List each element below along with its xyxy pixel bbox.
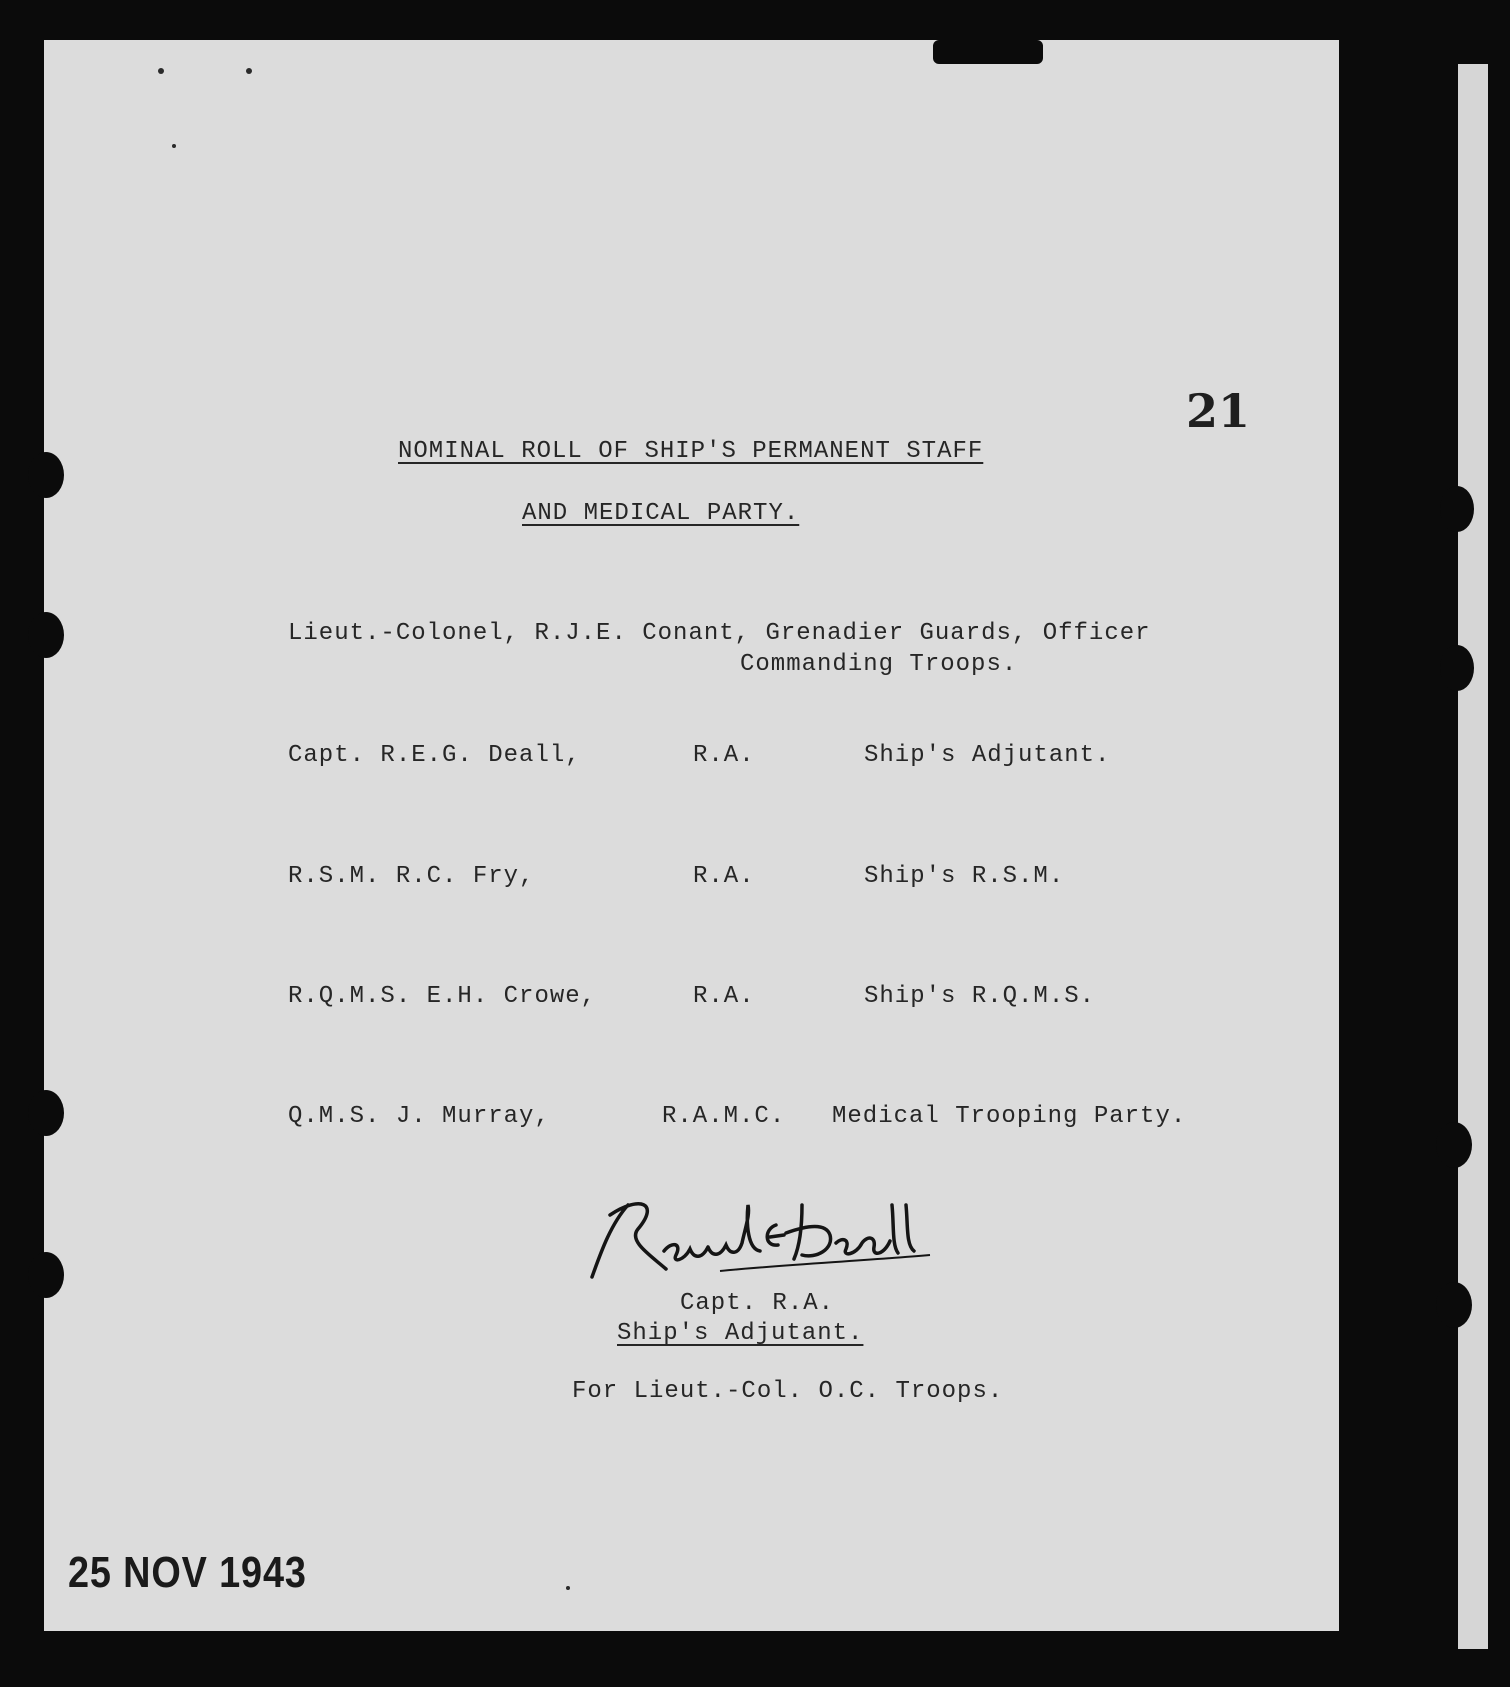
document-title-line-1: NOMINAL ROLL OF SHIP'S PERMANENT STAFF [398, 438, 984, 465]
ink-speck [158, 68, 164, 74]
punch-hole [28, 452, 64, 498]
document-title-line-2: AND MEDICAL PARTY. [522, 500, 800, 527]
adjacent-page-edge [1458, 64, 1488, 1649]
binder-tab [1440, 645, 1474, 691]
binder-tab [1440, 486, 1474, 532]
roll-name: Capt. R.E.G. Deall, [288, 742, 581, 769]
roll-role: Medical Trooping Party. [832, 1103, 1187, 1130]
ink-speck [246, 68, 252, 74]
roll-unit: R.A. [693, 742, 755, 769]
signatory-rank: Capt. R.A. [680, 1290, 835, 1317]
roll-unit: R.A. [693, 863, 755, 890]
signature [580, 1185, 940, 1285]
roll-name: R.Q.M.S. E.H. Crowe, [288, 983, 597, 1010]
ink-speck [172, 144, 176, 148]
roll-name: R.S.M. R.C. Fry, [288, 863, 535, 890]
punch-hole [28, 612, 64, 658]
roll-role: Ship's R.Q.M.S. [864, 983, 1096, 1010]
signatory-for-line: For Lieut.-Col. O.C. Troops. [572, 1378, 1004, 1405]
punch-hole [28, 1090, 64, 1136]
binder-tab [1436, 1122, 1472, 1168]
roll-name: Q.M.S. J. Murray, [288, 1103, 550, 1130]
roll-role: Ship's Adjutant. [864, 742, 1111, 769]
roll-unit: R.A.M.C. [662, 1103, 786, 1130]
ink-speck [566, 1586, 570, 1590]
commanding-officer-line-2: Commanding Troops. [740, 651, 1018, 678]
punch-hole [28, 1252, 64, 1298]
roll-unit: R.A. [693, 983, 755, 1010]
page-number: 21 [1186, 384, 1251, 438]
binder-tab [1436, 1282, 1472, 1328]
top-clip [933, 40, 1043, 64]
date-stamp: 25 NOV 1943 [68, 1548, 307, 1597]
commanding-officer-line-1: Lieut.-Colonel, R.J.E. Conant, Grenadier Guards, Officer [288, 620, 1151, 647]
roll-role: Ship's R.S.M. [864, 863, 1065, 890]
signatory-title: Ship's Adjutant. [617, 1320, 864, 1347]
